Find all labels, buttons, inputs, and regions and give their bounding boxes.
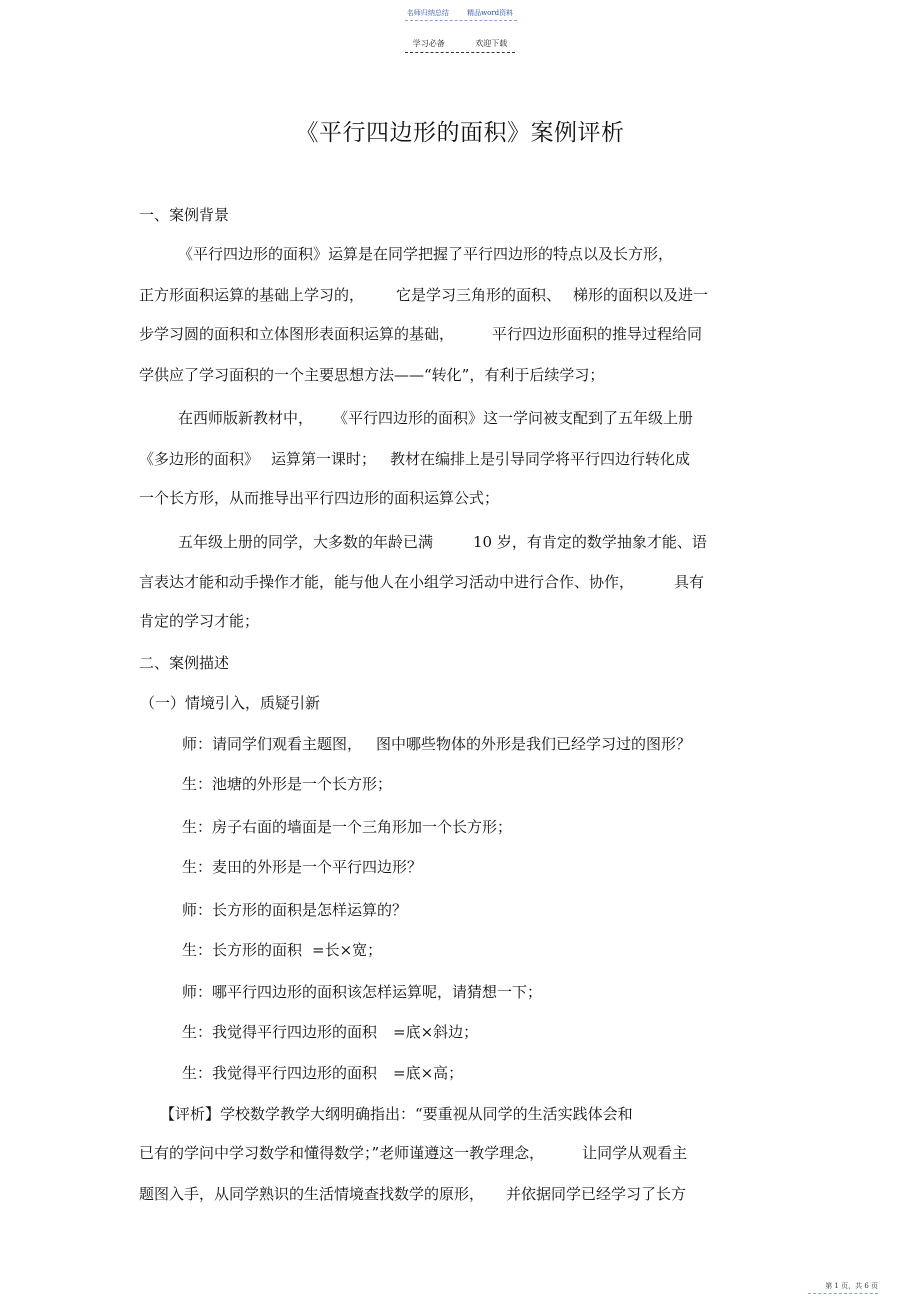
comment-line: 已有的学问中学习数学和懂得数学；”老师谨遵这一教学理念， 让同学从观看主 — [139, 1144, 688, 1162]
dialogue-line: 生：池塘的外形是一个长方形； — [182, 775, 393, 793]
dialogue-line: 师：长方形的面积是怎样运算的？ — [182, 901, 408, 919]
paragraph-line: 五年级上册的同学，大多数的年龄已满 10 岁，有肯定的数学抽象才能、语 — [178, 533, 707, 551]
page-number: 第 1 页，共 6 页 — [825, 1282, 878, 1290]
header-sub — [0, 38, 920, 49]
header-right-tag: 精品word资料 — [467, 9, 514, 17]
paragraph-line: 在西师版新教材中， 《平行四边形的面积》这一学问被支配到了五年级上册 — [178, 409, 694, 427]
header-sub-left: 学习必备 — [412, 39, 445, 48]
paragraph-line: 正方形面积运算的基础上学习的， 它是学习三角形的面积、 梯形的面积以及进一 — [139, 286, 709, 304]
header-sub-rule — [405, 52, 515, 53]
paragraph-line: 《多边形的面积》 运算第一课时； 教材在编排上是引导同学将平行四边行转化成 — [139, 450, 691, 468]
dialogue-line: 生：房子右面的墙面是一个三角形加一个长方形； — [182, 818, 513, 836]
paragraph-line: 《平行四边形的面积》运算是在同学把握了平行四边形的特点以及长方形， — [178, 245, 674, 263]
dialogue-line: 生：麦田的外形是一个平行四边形？ — [182, 858, 423, 876]
paragraph-line: 学供应了学习面积的一个主要思想方法——“转化”，有利于后续学习； — [139, 366, 605, 384]
footer-rule — [808, 1293, 878, 1294]
header-top-rule — [405, 20, 517, 21]
paragraph-line: 言表达才能和动手操作才能，能与他人在小组学习活动中进行合作、协作， 具有 — [139, 573, 705, 591]
header-top — [0, 8, 920, 18]
paragraph-line: 步学习圆的面积和立体图形表面积运算的基础， 平行四边形面积的推导过程给同 — [139, 325, 703, 343]
comment-line: 题图入手，从同学熟识的生活情境查找数学的原形， 并依据同学已经学习了长方 — [139, 1185, 687, 1203]
dialogue-line: 师：请同学们观看主题图， 图中哪些物体的外形是我们已经学习过的图形？ — [182, 735, 692, 753]
doc-title: 《平行四边形的面积》案例评析 — [295, 120, 625, 146]
comment-line: 【评析】学校数学教学大纲明确指出：“要重视从同学的生活实践体会和 — [160, 1105, 633, 1123]
paragraph-line: 一个长方形，从而推导出平行四边形的面积运算公式； — [139, 489, 500, 507]
subsection-heading: （一）情境引入，质疑引新 — [140, 694, 321, 712]
dialogue-line: 生：长方形的面积 =长×宽； — [182, 941, 383, 959]
paragraph-line: 肯定的学习才能； — [139, 612, 260, 630]
section-heading: 二、案例描述 — [139, 654, 230, 672]
section-heading: 一、案例背景 — [139, 206, 230, 224]
dialogue-line: 生：我觉得平行四边形的面积 =底×斜边； — [182, 1023, 479, 1041]
dialogue-line: 师：哪平行四边形的面积该怎样运算呢，请猜想一下； — [182, 983, 543, 1001]
dialogue-line: 生：我觉得平行四边形的面积 =底×高； — [182, 1064, 464, 1082]
header-sub-right: 欢迎下载 — [475, 39, 508, 48]
header-left-tag: 名师归纳总结 — [406, 9, 449, 17]
